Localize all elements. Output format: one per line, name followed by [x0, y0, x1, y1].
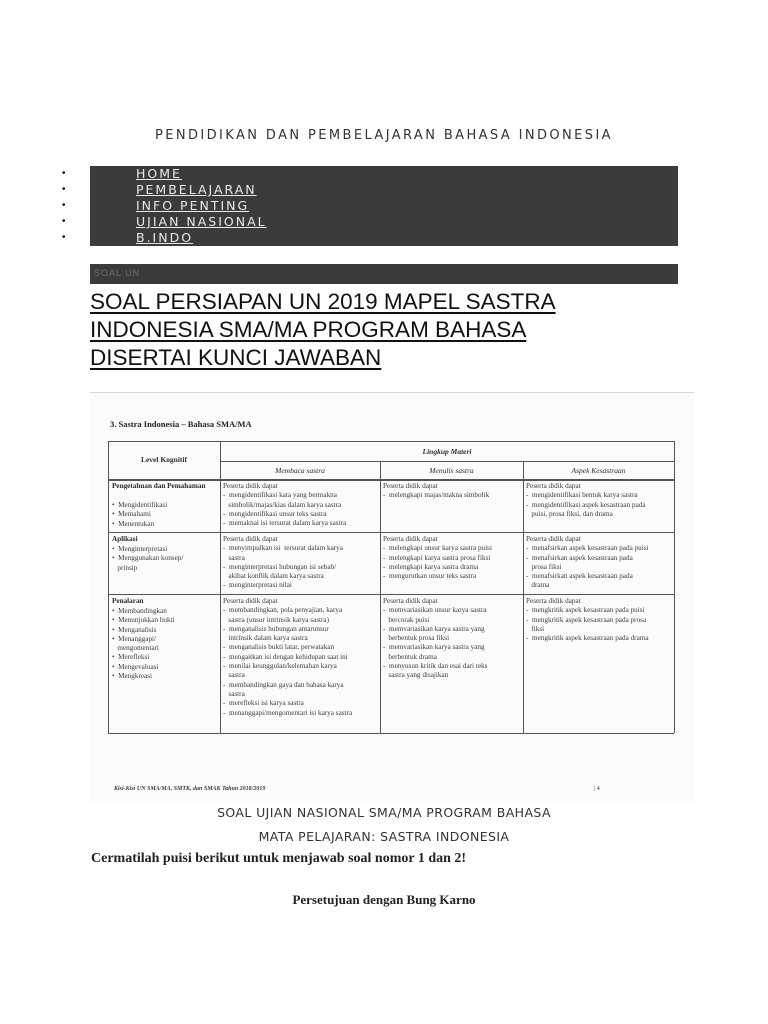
nav-item-b-indo[interactable]: B.INDO: [136, 230, 194, 245]
bullet-icon: •: [62, 216, 66, 227]
row-level-items: • Mengidentifikasi • Memahami • Menentukan: [112, 501, 168, 528]
row-level-items: • Membandingkan • Menunjukkan bukti • Menganalisis • Menanggapi/ mengomentari • Merefleksi • Mengevaluasi • Mengkreasi: [112, 607, 175, 681]
bullet-icon: •: [62, 184, 66, 195]
cell-menulis: Peserta didik dapat - melengkapi unsur karya sastra puisi - melengkapi karya sastra prosa fiksi - melengkapi karya sastra drama - mengurutkan unsur teks sastra: [383, 535, 492, 581]
cell-menulis: Peserta didik dapat - memvariasikan unsur karya sastra bercorak puisi - memvariasikan karya sastra yang berbentuk prosa fiksi - memvariasikan karya sastra yang berbentuk drama - menyusun kritik dan esai dari teks sastra yang disajikan: [383, 597, 488, 680]
col-header-level: Level Kognitif: [140, 455, 188, 464]
nav-menu: [136, 166, 267, 246]
bullet-icon: •: [62, 168, 66, 179]
bullet-icon: •: [62, 200, 66, 211]
kisi-kisi-table-image: [90, 392, 694, 803]
row-level-items: • Menginterpretasi • Menggunakan konsep/ prinsip: [112, 545, 184, 572]
nav-item-ujian-nasional[interactable]: UJIAN NASIONAL: [136, 214, 267, 229]
post-title-line: INDONESIA SMA/MA PROGRAM BAHASA: [90, 317, 527, 342]
exam-subtitle: SOAL UJIAN NASIONAL SMA/MA PROGRAM BAHASA: [217, 805, 551, 820]
bullet-icon: •: [62, 232, 66, 243]
row-level: Penalaran: [112, 597, 144, 605]
cell-membaca: Peserta didik dapat - menyimpulkan isi tersurat dalam karya sastra - menginterpretasi hubungan isi sebab/ akibat konflik dalam karya sastra - menginterpretasi nilai: [223, 535, 343, 590]
post-label-link[interactable]: SOAL UN: [94, 268, 141, 278]
poem-title: Persetujuan dengan Bung Karno: [292, 892, 476, 907]
col-header-menulis: Menulis sastra: [429, 466, 474, 475]
table-heading: 3. Sastra Indonesia – Bahasa SMA/MA: [110, 419, 252, 429]
col-header-scope: Lingkup Materi: [422, 447, 472, 456]
instruction-text: Cermatilah puisi berikut untuk menjawab soal nomor 1 dan 2!: [91, 851, 467, 866]
subject-subtitle: MATA PELAJARAN: SASTRA INDONESIA: [258, 829, 510, 844]
cell-menulis: Peserta didik dapat - melengkapi majas/makna simbolik: [383, 482, 490, 500]
nav-bullets: [62, 166, 66, 246]
cell-aspek: Peserta didik dapat - mengkritik aspek kesastraan pada puisi - mengkritik aspek kesastraan pada prosa fiksi - mengkritik aspek kesastraan pada drama: [526, 597, 649, 643]
post-title[interactable]: [90, 288, 690, 372]
col-header-aspek: Aspek Kesastraan: [571, 466, 626, 475]
nav-item-home[interactable]: HOME: [136, 166, 182, 181]
nav-item-info-penting[interactable]: INFO PENTING: [136, 198, 250, 213]
nav-item-pembelajaran[interactable]: PEMBELAJARAN: [136, 182, 257, 197]
site-title[interactable]: PENDIDIKAN DAN PEMBELAJARAN BAHASA INDONESIA: [155, 128, 613, 143]
cell-membaca: Peserta didik dapat - membandingkan, pola penyajian, karya sastra (unsur intrinsik karya sastra) - menganalisis hubungan antarunsur intrinsik dalam karya sastra - menganalisis bukti latar, perwatakan - mengaitkan isi dengan kehidupan saat ini - menilai keunggulan/kelemahan karya sastra - membandingkan gaya dan bahasa karya sastra - merefleksi isi karya sastra - menanggapi/mengomentari isi karya sastra: [223, 597, 353, 717]
post-title-line: DISERTAI KUNCI JAWABAN: [90, 345, 382, 370]
scan-page-number: | 4: [594, 786, 600, 792]
scan-footer: Kisi-Kisi UN SMA/MA, SMTK, dan SMAK Tahun 2018/2019: [114, 786, 266, 792]
post-title-line: SOAL PERSIAPAN UN 2019 MAPEL SASTRA: [90, 289, 556, 314]
row-level: Aplikasi: [112, 535, 138, 543]
row-level: Pengetahuan dan Pemahaman: [112, 482, 206, 490]
label-bar: [90, 264, 678, 284]
cell-aspek: Peserta didik dapat - mengidentifikasi bentuk karya sastra - mengidentifikasi aspek kesastraan pada puisi, prosa fiksi, dan drama: [526, 482, 646, 518]
cell-membaca: Peserta didik dapat - mengidentifikasi kata yang bermakna simbolik/majas/kias dalam karya sastra - mengidentifikasi unsur teks sastra - memaknai isi tersurat dalam karya sastra: [223, 482, 347, 528]
col-header-membaca: Membaca sastra: [275, 466, 325, 475]
cell-aspek: Peserta didik dapat - menafsirkan aspek kesastraan pada puisi - menafsirkan aspek kesastraan pada prosa fiksi - menafsirkan aspek kesastraan pada drama: [526, 535, 649, 590]
